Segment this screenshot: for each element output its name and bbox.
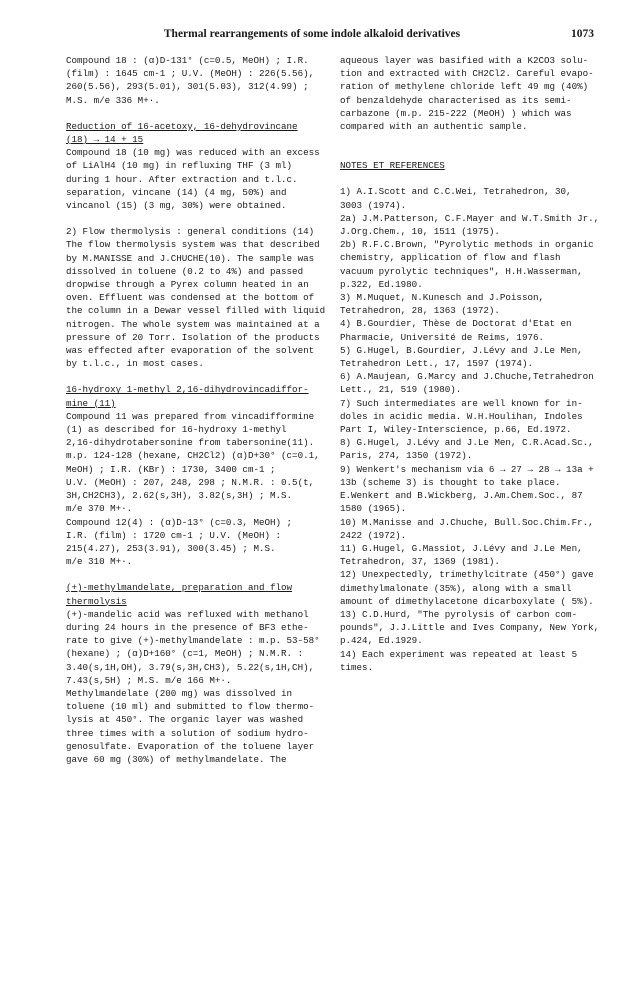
text-line: pounds", J.J.Little and Ives Company, New York, — [340, 622, 600, 634]
text-line: 2a) J.M.Patterson, C.F.Mayer and W.T.Smith Jr., — [340, 212, 600, 224]
text-line: Tetrahedron Lett., 17, 1597 (1974). — [340, 358, 533, 370]
text-line: of benzaldehyde characterised as its semi- — [340, 94, 572, 106]
text-line: 7.43(s,5H) ; M.S. m/e 166 M+·. — [66, 674, 232, 686]
text-line: 2422 (1972). — [340, 529, 407, 541]
text-line: doles in acidic media. W.H.Houlihan, Indoles — [340, 410, 583, 422]
blank-line — [66, 212, 324, 225]
text-line: M.S. m/e 336 M+·. — [66, 94, 160, 106]
blank-line — [340, 172, 598, 185]
text-line: during 1 hour. After extraction and t.l.c. — [66, 173, 298, 185]
text-line: p.424, Ed.1929. — [340, 635, 423, 647]
text-line: m/e 310 M+·. — [66, 556, 133, 568]
text-line: compared with an authentic sample. — [340, 121, 528, 133]
text-line: 5) G.Hugel, B.Gourdier, J.Lévy and J.Le Men, — [340, 344, 583, 356]
text-line: 2b) R.F.C.Brown, "Pyrolytic methods in organic — [340, 239, 594, 251]
text-line: during 24 hours in the presence of BF3 ethe- — [66, 621, 309, 633]
text-line: 260(5.56), 293(5.01), 301(5.03), 312(4.99) ; — [66, 81, 309, 93]
text-line: 9) Wenkert's mechanism via 6 → 27 → 28 → 13a + — [340, 463, 594, 475]
text-line: three times with a solution of sodium hydro- — [66, 727, 309, 739]
text-line: amount of dimethylacetone dicarboxylate ( 5%). — [340, 595, 594, 607]
running-title: Thermal rearrangements of some indole alkaloid derivatives — [163, 28, 461, 40]
text-line: lysis at 450°. The organic layer was washed — [66, 714, 304, 726]
text-line: ration of methylene chloride left 49 mg (40%) — [340, 81, 589, 93]
text-line: times. — [340, 661, 374, 673]
text-line: the column in a Dewar vessel filled with liquid — [66, 305, 326, 317]
text-line: gave 60 mg (30%) of methylmandelate. The — [66, 753, 287, 765]
text-line: 1) A.I.Scott and C.C.Wei, Tetrahedron, 30, — [340, 186, 572, 198]
text-line: chemistry, application of flow and flash — [340, 252, 561, 264]
text-line: 14) Each experiment was repeated at least 5 — [340, 648, 578, 660]
section-heading-line: thermolysis — [66, 595, 127, 607]
text-line: (1) as described for 16-hydroxy 1-methyl — [66, 424, 287, 436]
text-line: Paris, 274, 1350 (1972). — [340, 450, 473, 462]
section-heading-line: (18) → 14 + 15 — [66, 134, 144, 146]
text-line: (film) : 1645 cm-1 ; U.V. (MeOH) : 226(5.56), — [66, 68, 315, 80]
text-line: 215(4.27), 253(3.91), 300(3.45) ; M.S. — [66, 542, 276, 554]
text-line: 2) Flow thermolysis : general conditions (14) — [66, 226, 315, 238]
text-line: p.322, Ed.1980. — [340, 278, 423, 290]
text-line: 3.40(s,1H,OH), 3.79(s,3H,CH3), 5.22(s,1H,CH), — [66, 661, 315, 673]
text-line: J.Org.Chem., 10, 1511 (1975). — [340, 226, 500, 238]
section-heading-line: Reduction of 16-acetoxy, 16-dehydrovincane — [66, 120, 298, 132]
text-line: vacuum pyrolytic techniques", H.H.Wasserman, — [340, 265, 583, 277]
text-line: U.V. (MeOH) : 207, 248, 298 ; N.M.R. : 0.5(t, — [66, 476, 315, 488]
text-line: Methylmandelate (200 mg) was dissolved in — [66, 687, 293, 699]
text-line: of LiAlH4 (10 mg) in refluxing THF (3 ml) — [66, 160, 293, 172]
right-column — [340, 54, 598, 674]
text-line: by M.MANISSE and J.CHUCHE(10). The sample was — [66, 252, 315, 264]
text-line: E.Wenkert and B.Wickberg, J.Am.Chem.Soc., 87 — [340, 490, 583, 502]
text-line: Tetrahedron, 28, 1363 (1972). — [340, 305, 500, 317]
page-header — [0, 28, 624, 44]
text-line: 4) B.Gourdier, Thèse de Doctorat d'Etat en — [340, 318, 572, 330]
text-line: Compound 18 (10 mg) was reduced with an excess — [66, 147, 320, 159]
section-heading-line: 16-hydroxy 1-methyl 2,16-dihydrovincadiffor- — [66, 384, 309, 396]
text-line: Tetrahedron, 37, 1369 (1981). — [340, 556, 500, 568]
blank-line — [66, 568, 324, 581]
blank-line — [340, 133, 598, 146]
text-line: I.R. (film) : 1720 cm-1 ; U.V. (MeOH) : — [66, 529, 282, 541]
text-line: tion and extracted with CH2Cl2. Careful evapo- — [340, 68, 594, 80]
text-line: dissolved in toluene (0.2 to 4%) and passed — [66, 265, 304, 277]
text-line: 13b (scheme 3) is thought to take place. — [340, 476, 561, 488]
text-line: pressure of 20 Torr. Isolation of the products — [66, 331, 320, 343]
text-line: 12) Unexpectedly, trimethylcitrate (450°) gave — [340, 569, 594, 581]
text-line: oven. Effluent was condensed at the bottom of — [66, 292, 315, 304]
text-line: Lett., 21, 519 (1980). — [340, 384, 462, 396]
text-line: (+)-mandelic acid was refluxed with methanol — [66, 608, 309, 620]
text-line: MeOH) ; I.R. (KBr) : 1730, 3400 cm-1 ; — [66, 463, 276, 475]
text-line: 3H,CH2CH3), 2.62(s,3H), 3.82(s,3H) ; M.S. — [66, 490, 293, 502]
text-line: rate to give (+)-methylmandelate : m.p. 53-58° — [66, 635, 320, 647]
text-line: separation, vincane (14) (4 mg, 50%) and — [66, 186, 287, 198]
text-line: Compound 11 was prepared from vincadifformine — [66, 410, 315, 422]
section-heading-line: mine (11) — [66, 397, 116, 409]
section-heading-line: NOTES ET REFERENCES — [340, 160, 445, 172]
text-line: was effected after evaporation of the solvent — [66, 345, 315, 357]
left-column — [66, 54, 324, 766]
text-line: vincanol (15) (3 mg, 30%) were obtained. — [66, 200, 287, 212]
text-line: Compound 18 : (α)D-131° (c=0.5, MeOH) ; I.R. — [66, 55, 309, 66]
text-line: 7) Such intermediates are well known for in- — [340, 397, 583, 409]
text-line: (hexane) ; (α)D+160° (c=1, MeOH) ; N.M.R. : — [66, 648, 304, 660]
blank-line — [66, 370, 324, 383]
page-number: 1073 — [571, 28, 594, 40]
text-line: Compound 12(4) : (α)D-13° (c=0.3, MeOH) ; — [66, 516, 293, 528]
text-line: 3) M.Muquet, N.Kunesch and J.Poisson, — [340, 292, 544, 304]
text-line: 10) M.Manisse and J.Chuche, Bull.Soc.Chim.Fr., — [340, 516, 594, 528]
text-line: 11) G.Hugel, G.Massiot, J.Lévy and J.Le Men, — [340, 542, 583, 554]
text-line: 3003 (1974). — [340, 199, 407, 211]
text-line: genosulfate. Evaporation of the toluene layer — [66, 740, 315, 752]
text-line: m/e 370 M+·. — [66, 503, 133, 515]
section-heading-line: (+)-methylmandelate, preparation and flow — [66, 582, 293, 594]
text-line: carbazone (m.p. 215-222 (MeOH) ) which was — [340, 107, 572, 119]
text-line: 6) A.Maujean, G.Marcy and J.Chuche,Tetrahedron — [340, 371, 594, 383]
text-line: m.p. 124-128 (hexane, CH2Cl2) (α)D+30° (c=0.1, — [66, 450, 320, 462]
text-line: dropwise through a Pyrex column heated in an — [66, 279, 309, 291]
text-line: The flow thermolysis system was that described — [66, 239, 320, 251]
text-line: Part I, Wiley-Interscience, p.66, Ed.1972. — [340, 424, 572, 436]
text-line: 13) C.D.Hurd, "The pyrolysis of carbon com- — [340, 608, 578, 620]
text-line: aqueous layer was basified with a K2CO3 solu- — [340, 55, 589, 66]
text-line: 2,16-dihydrotabersonine from tabersonine(11). — [66, 437, 315, 449]
text-line: dimethylmalonate (35%), along with a small — [340, 582, 572, 594]
blank-line — [66, 107, 324, 120]
text-line: toluene (10 ml) and submitted to flow thermo- — [66, 701, 315, 713]
text-line: by t.l.c., in most cases. — [66, 358, 204, 370]
blank-line — [340, 146, 598, 159]
text-line: 8) G.Hugel, J.Lévy and J.Le Men, C.R.Acad.Sc., — [340, 437, 594, 449]
text-line: 1580 (1965). — [340, 503, 407, 515]
text-line: Pharmacie, Université de Reims, 1976. — [340, 331, 544, 343]
text-line: nitrogen. The whole system was maintained at a — [66, 318, 320, 330]
